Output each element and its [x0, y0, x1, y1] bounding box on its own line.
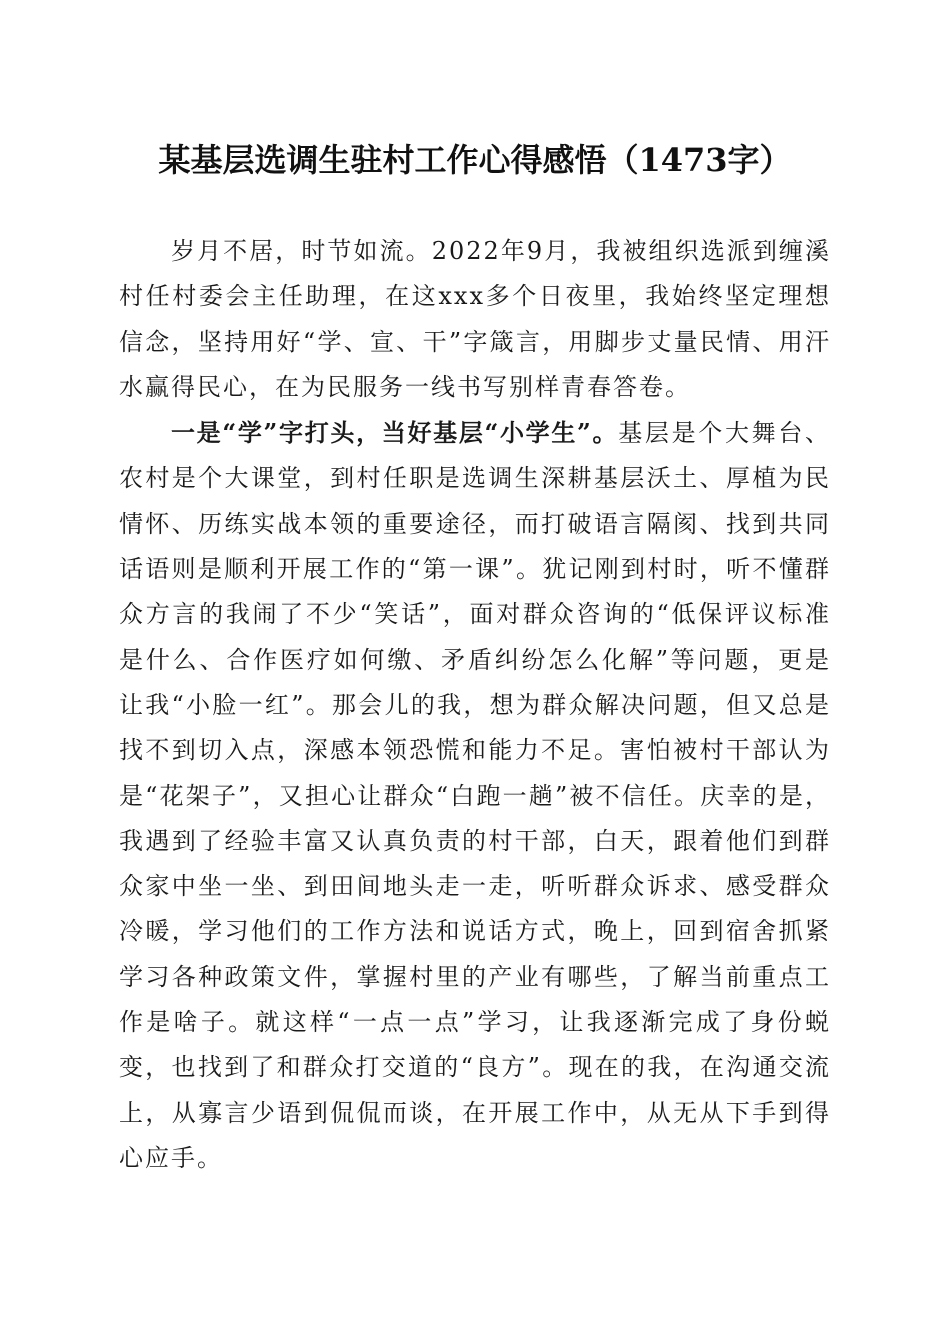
document-body [119, 228, 831, 1181]
paragraph-text: 岁月不居，时节如流。2022年9月，我被组织选派到缠溪村任村委会主任助理，在这xxx多个日夜里，我始终坚定理想信念，坚持用好“学、宣、干”字箴言，用脚步丈量民情、用汗水赢得民心，在为民服务一线书写别样青春答卷。 [119, 237, 831, 401]
paragraph-lead: 一是“学”字打头，当好基层“小学生”。 [171, 418, 619, 448]
paragraph-intro [119, 228, 831, 410]
document-title: 某基层选调生驻村工作心得感悟（1473字） [158, 141, 792, 179]
paragraph-section-one [119, 410, 831, 1181]
paragraph-text: 基层是个大舞台、农村是个大课堂，到村任职是选调生深耕基层沃土、厚植为民情怀、历练实战本领的重要途径，而打破语言隔阂、找到共同话语则是顺利开展工作的“第一课”。犹记刚到村时，听不懂群众方言的我闹了不少“笑话”，面对群众咨询的“低保评议标准是什么、合作医疗如何缴、矛盾纠纷怎么化解”等问题，更是让我“小脸一红”。那会儿的我，想为群众解决问题，但又总是找不到切入点，深感本领恐慌和能力不足。害怕被村干部认为是“花架子”，又担心让群众“白跑一趟”被不信任。庆幸的是，我遇到了经验丰富又认真负责的村干部，白天，跟着他们到群众家中坐一坐、到田间地头走一走，听听群众诉求、感受群众冷暖，学习他们的工作方法和说话方式，晚上，回到宿舍抓紧学习各种政策文件，掌握村里的产业有哪些，了解当前重点工作是啥子。就这样“一点一点”学习，让我逐渐完成了身份蜕变，也找到了和群众打交道的“良方”。现在的我，在沟通交流上，从寡言少语到侃侃而谈，在开展工作中，从无从下手到得心应手。 [119, 419, 832, 1172]
